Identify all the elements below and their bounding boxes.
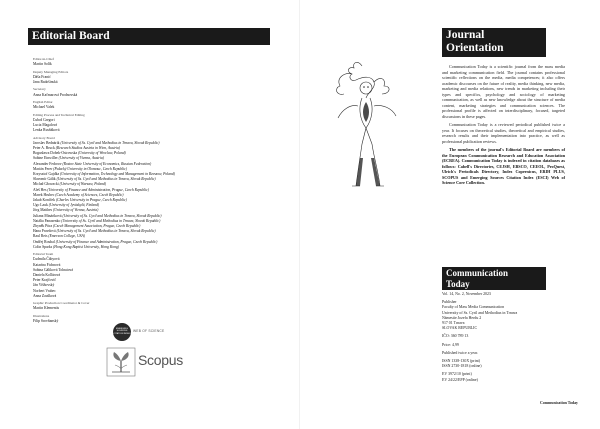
elsevier-tree-icon	[106, 347, 136, 377]
scopus-logo: Scopus	[138, 352, 183, 368]
board-member-name: Krzysztof Gajdka	[33, 172, 60, 176]
board-member-name: Marián Ferer	[33, 166, 53, 171]
journal-orientation-title-line2: Orientation	[446, 42, 504, 54]
board-member-name: Sabine Einwiller	[33, 156, 58, 161]
board-member-name: Ugo Lauk	[33, 203, 48, 208]
board-role: Graphic Production Coordinator & Cover	[33, 301, 90, 306]
board-member-name: Ľudmila Čábyová	[33, 257, 60, 262]
frequency-line: Published twice a year.	[442, 350, 478, 355]
publisher-city: 917 01 Trnava	[442, 321, 465, 326]
board-member-affiliation: (Emerson College, USA)	[47, 234, 85, 239]
board-member-affiliation: (University of Wroclaw, Poland)	[77, 151, 126, 156]
board-member-name: Peter Krajčovič	[33, 278, 57, 283]
board-member-name: Marek Hrubec	[33, 192, 55, 197]
board-member-affiliation: (University of Jyväskylä, Finland)	[47, 203, 100, 208]
orientation-paragraph-1: Communication Today is a scientific journal from the mass media and marketing communication field. The journal contains professional scientific reflections on the media, media competences; it also offers academic discourses on the future of reality, media thinking, new media, marketing and media relations, new trends in marketing including their types and specifics, psychology and sociology of marketing communication, as well as new knowledge about the structure of media content, marketing strategies and communication sciences. The professional profile is affected on interdisciplinary, focused, targeted discussions in these pages.	[442, 64, 565, 119]
board-member-name: Filip Srovňanský	[33, 319, 59, 324]
board-role: Advisory Board	[33, 135, 55, 140]
board-member	[33, 105, 278, 110]
issue-line: Vol. 14, No. 2, November 2023	[442, 292, 491, 296]
publisher-university: University of Ss. Cyril and Methodius in Trnava	[442, 310, 518, 315]
board-member-name: Anna Zaušková	[33, 293, 57, 298]
board-member-affiliation: (University of Ss. Cyril and Methodius in Trnava, Slovak Republic)	[61, 213, 162, 218]
board-member-affiliation: (Palacký University in Olomouc, Czech Republic)	[52, 166, 128, 171]
board-member-name: Daniela Kollárová	[33, 273, 61, 278]
editorial-board-list	[33, 57, 278, 326]
board-role: English Editor	[33, 99, 53, 104]
board-member-name: Alexander Fedorov	[33, 161, 62, 166]
board-group	[33, 100, 278, 110]
board-member	[33, 294, 278, 299]
board-member-name: Slavomír Gálik	[33, 177, 56, 182]
issn-online: ISSN 2730-1818 (online)	[442, 364, 482, 369]
ev-online: EV 24/22/EPP (online)	[442, 377, 478, 382]
board-group	[33, 136, 278, 250]
publisher-country: SLOVAK REPUBLIC	[442, 326, 478, 331]
board-member-affiliation: (University of Information, Technology and Management in Rzeszow, Poland)	[59, 172, 175, 176]
board-member-name: Hana Pravdová	[33, 229, 56, 234]
board-member-affiliation: (Charles University in Prague, Czech Republic)	[55, 198, 127, 203]
price-line: Price: 4,99	[442, 342, 459, 347]
board-member-affiliation: (University of Vienna, Austria)	[57, 156, 104, 161]
board-member-name: Ondřej Roubal	[33, 239, 55, 244]
board-member-affiliation: (Research Studios Austria in Wien, Austria)	[54, 145, 121, 150]
board-member-name: Lucia Magalová	[33, 122, 58, 127]
board-member-name: Katarína Fichnová	[33, 262, 61, 267]
communication-today-title	[442, 267, 546, 290]
board-member	[33, 62, 278, 67]
publication-info	[442, 292, 562, 383]
board-member	[33, 319, 278, 324]
board-member-name: Zbyněk Pitra	[33, 224, 53, 229]
board-role: Deputy Managing Editors	[33, 69, 69, 74]
board-member-name: Dáša Franić	[33, 74, 51, 79]
board-member-name: Jörg Matthes	[33, 208, 53, 213]
journal-orientation-title	[442, 28, 546, 57]
board-member-name: Juliana Mináriková	[33, 213, 62, 218]
board-member-name: Norbert Vrabec	[33, 288, 56, 293]
board-member-name: Aleš Hes	[33, 187, 47, 192]
figure-illustration	[322, 58, 422, 193]
board-group	[33, 113, 278, 134]
board-role: Editor-in-Chief	[33, 57, 54, 61]
board-group	[33, 252, 278, 299]
board-member-name: Anna Kačmarová Prodnovská	[33, 92, 78, 97]
board-member-name: Lenka Rusňáková	[33, 128, 60, 133]
board-member	[33, 306, 278, 311]
board-member-name: Peter A. Bruck	[33, 145, 55, 150]
board-member	[33, 80, 278, 85]
board-member-name: Jana Radošinská	[33, 80, 58, 84]
board-member-name: Raul Reis	[33, 234, 48, 239]
esci-badge-icon: EMERGING SOURCES CITATION INDEX	[113, 323, 131, 341]
board-role: Editorial Team	[33, 252, 54, 257]
board-member-name: Ján Višňovský	[33, 283, 55, 288]
board-member-name: Jakub Koníček	[33, 198, 56, 203]
board-role: Editing Process and Technical Editing	[33, 112, 85, 117]
board-member-name: Ľuboš Gregori	[33, 117, 55, 122]
right-page	[300, 0, 600, 429]
board-member-name: Jaroslav Bednárik	[33, 140, 60, 145]
publisher-street: Námestie Jozefa Herdu 2	[442, 315, 482, 320]
board-member-affiliation: (University of Ss. Cyril and Methodius in Trnava, Slovak Republic)	[59, 140, 160, 145]
board-member-affiliation: (University of Finance and Administration, Prague, Czech Republic)	[54, 239, 158, 244]
board-member-name: Martin Solík	[33, 62, 52, 67]
board-member-name: Sabina Gáliková Tolnaiová	[33, 267, 74, 272]
journal-orientation-title-line1: Journal	[446, 29, 485, 41]
board-group	[33, 70, 278, 86]
editorial-board-title: Editorial Board	[28, 28, 270, 45]
publisher-name: Faculty of Mass Media Communication	[442, 305, 505, 310]
board-group	[33, 57, 278, 67]
board-member	[33, 128, 278, 133]
board-member-affiliation: (Czech Management Association, Prague, Czech Republic)	[52, 224, 141, 229]
board-member-affiliation: (University of Ss. Cyril and Methodius in Trnava, Slovak Republic)	[60, 218, 161, 223]
board-member-name: Natália Panasenko	[33, 218, 61, 223]
communication-today-title-line2: Today	[446, 278, 470, 289]
board-member-affiliation: (University of Warsaw, Poland)	[58, 182, 107, 187]
running-footer: Communication Today	[540, 401, 578, 405]
board-member	[33, 93, 278, 98]
ev-print: EV 3972/10 (print)	[442, 372, 472, 377]
board-member	[33, 245, 278, 250]
board-member-affiliation: (University of Ss. Cyril and Methodius in Trnava, Slovak Republic)	[55, 177, 156, 182]
board-group	[33, 87, 278, 97]
issn-print: ISSN 1338-130X (print)	[442, 359, 481, 364]
board-member-affiliation: (Czech Academy of Sciences, Czech Republic)	[54, 192, 124, 197]
board-role: Secretary	[33, 87, 46, 92]
board-member-affiliation: (Hong Kong Baptist University, Hong Kong)	[52, 244, 120, 249]
board-member-affiliation: (Rostov State University of Economics, Russian Federation)	[61, 161, 152, 166]
board-member-name: Michał Głowacki	[33, 182, 59, 187]
orientation-indexing-paragraph: The members of the journal's Editorial Board are members of the European Communication Research and Education Association (ECREA). Communication Today is indexed in citation databases as follows: Cabell's Directories, CEJSH, EBSCO, CEEOL, ProQuest, Ulrich's Periodicals Directory, Index Copernicus, ERIH PLUS, SCOPUS and Emerging Sources Citation Index (ESCI) Web of Science Core Collection.	[442, 147, 565, 185]
board-member-affiliation: (University of Finance and Administration, Prague, Czech Republic)	[46, 187, 149, 192]
communication-today-title-line1: Communication	[446, 268, 509, 278]
board-member-name: Bogusława Dobek-Ostrowska	[33, 151, 78, 156]
publisher-label: Publisher	[442, 300, 457, 305]
orientation-paragraph-2: Communication Today is a reviewed periodical published twice a year. It focuses on theoretical studies, theoretical and empirical studies, research results and their implementation into practice, as well as professional publication reviews.	[442, 122, 565, 144]
board-member-name: Michael Valek	[33, 105, 55, 110]
board-member-name: Martin Klementis	[33, 306, 60, 311]
web-of-science-logo: WEB OF SCIENCE	[133, 329, 165, 333]
board-group	[33, 301, 278, 311]
board-role: Illustrations	[33, 313, 50, 318]
board-member-name: Colin Sparks	[33, 244, 53, 249]
ico-line: IČO: 360 789 13	[442, 334, 469, 339]
journal-orientation-text	[442, 64, 565, 189]
board-member-affiliation: (University of Ss. Cyril and Methodius in Trnava, Slovak Republic)	[55, 229, 156, 234]
board-member-affiliation: (University of Vienna, Austria)	[52, 208, 99, 213]
board-group	[33, 314, 278, 324]
